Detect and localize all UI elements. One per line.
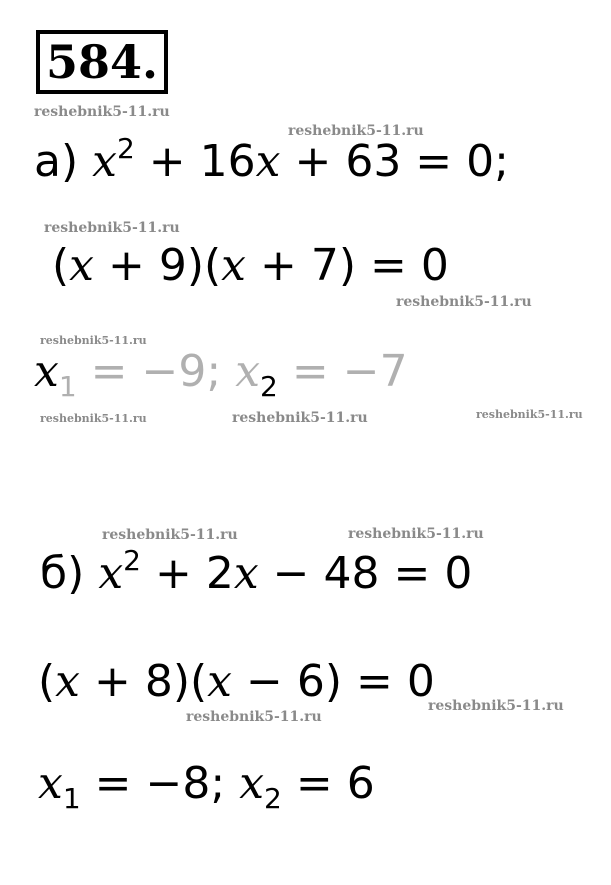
factor-text: + 7) = 0 — [246, 240, 449, 291]
root-value: = 6 — [295, 758, 375, 809]
variable-x: x — [221, 240, 246, 291]
watermark: reshebnik5-11.ru — [186, 709, 322, 725]
equation-term: − 48 = 0 — [272, 548, 473, 599]
variable-x: x — [38, 758, 63, 809]
factor-text: ( — [38, 656, 56, 707]
subscript: 1 — [58, 370, 77, 403]
exponent: 2 — [116, 132, 135, 165]
part-b-label: б) — [40, 548, 85, 599]
part-a-roots — [34, 346, 408, 403]
watermark: reshebnik5-11.ru — [396, 294, 532, 310]
watermark: reshebnik5-11.ru — [348, 526, 484, 542]
equation-term: + 2 — [154, 548, 234, 599]
variable-x: x — [55, 656, 80, 707]
root-value: = −9; — [90, 346, 222, 397]
problem-number: 584. — [45, 35, 159, 89]
factor-text: − 6) = 0 — [232, 656, 435, 707]
variable-x: x — [235, 346, 261, 397]
subscript: 1 — [62, 782, 81, 815]
watermark: reshebnik5-11.ru — [428, 698, 564, 714]
watermark: reshebnik5-11.ru — [34, 104, 170, 120]
variable-x: x — [69, 240, 94, 291]
subscript: 2 — [264, 782, 282, 815]
part-b-roots — [38, 758, 375, 815]
part-a-equation — [34, 132, 509, 187]
root-value: = −8; — [94, 758, 226, 809]
factor-text: + 9)( — [94, 240, 222, 291]
variable-x: x — [34, 346, 59, 397]
variable-x: x — [92, 136, 117, 187]
watermark: reshebnik5-11.ru — [476, 408, 583, 421]
part-b-equation — [40, 544, 473, 599]
part-a-factored — [52, 240, 449, 291]
variable-x: x — [239, 758, 265, 809]
watermark: reshebnik5-11.ru — [40, 334, 147, 347]
variable-x: x — [233, 548, 259, 599]
equation-term: + 16 — [148, 136, 256, 187]
subscript: 2 — [260, 370, 278, 403]
variable-x: x — [255, 136, 281, 187]
watermark: reshebnik5-11.ru — [44, 220, 180, 236]
exponent: 2 — [123, 544, 141, 577]
watermark: reshebnik5-11.ru — [102, 527, 238, 543]
variable-x: x — [98, 548, 124, 599]
problem-number-box — [36, 30, 168, 94]
watermark: reshebnik5-11.ru — [232, 410, 368, 426]
part-a-label: а) — [34, 136, 79, 187]
watermark: reshebnik5-11.ru — [288, 123, 424, 139]
factor-text: ( — [52, 240, 70, 291]
watermark: reshebnik5-11.ru — [40, 412, 147, 425]
equation-term: + 63 = 0; — [294, 136, 509, 187]
variable-x: x — [207, 656, 232, 707]
root-value: = −7 — [291, 346, 408, 397]
part-b-factored — [38, 656, 435, 707]
factor-text: + 8)( — [80, 656, 208, 707]
